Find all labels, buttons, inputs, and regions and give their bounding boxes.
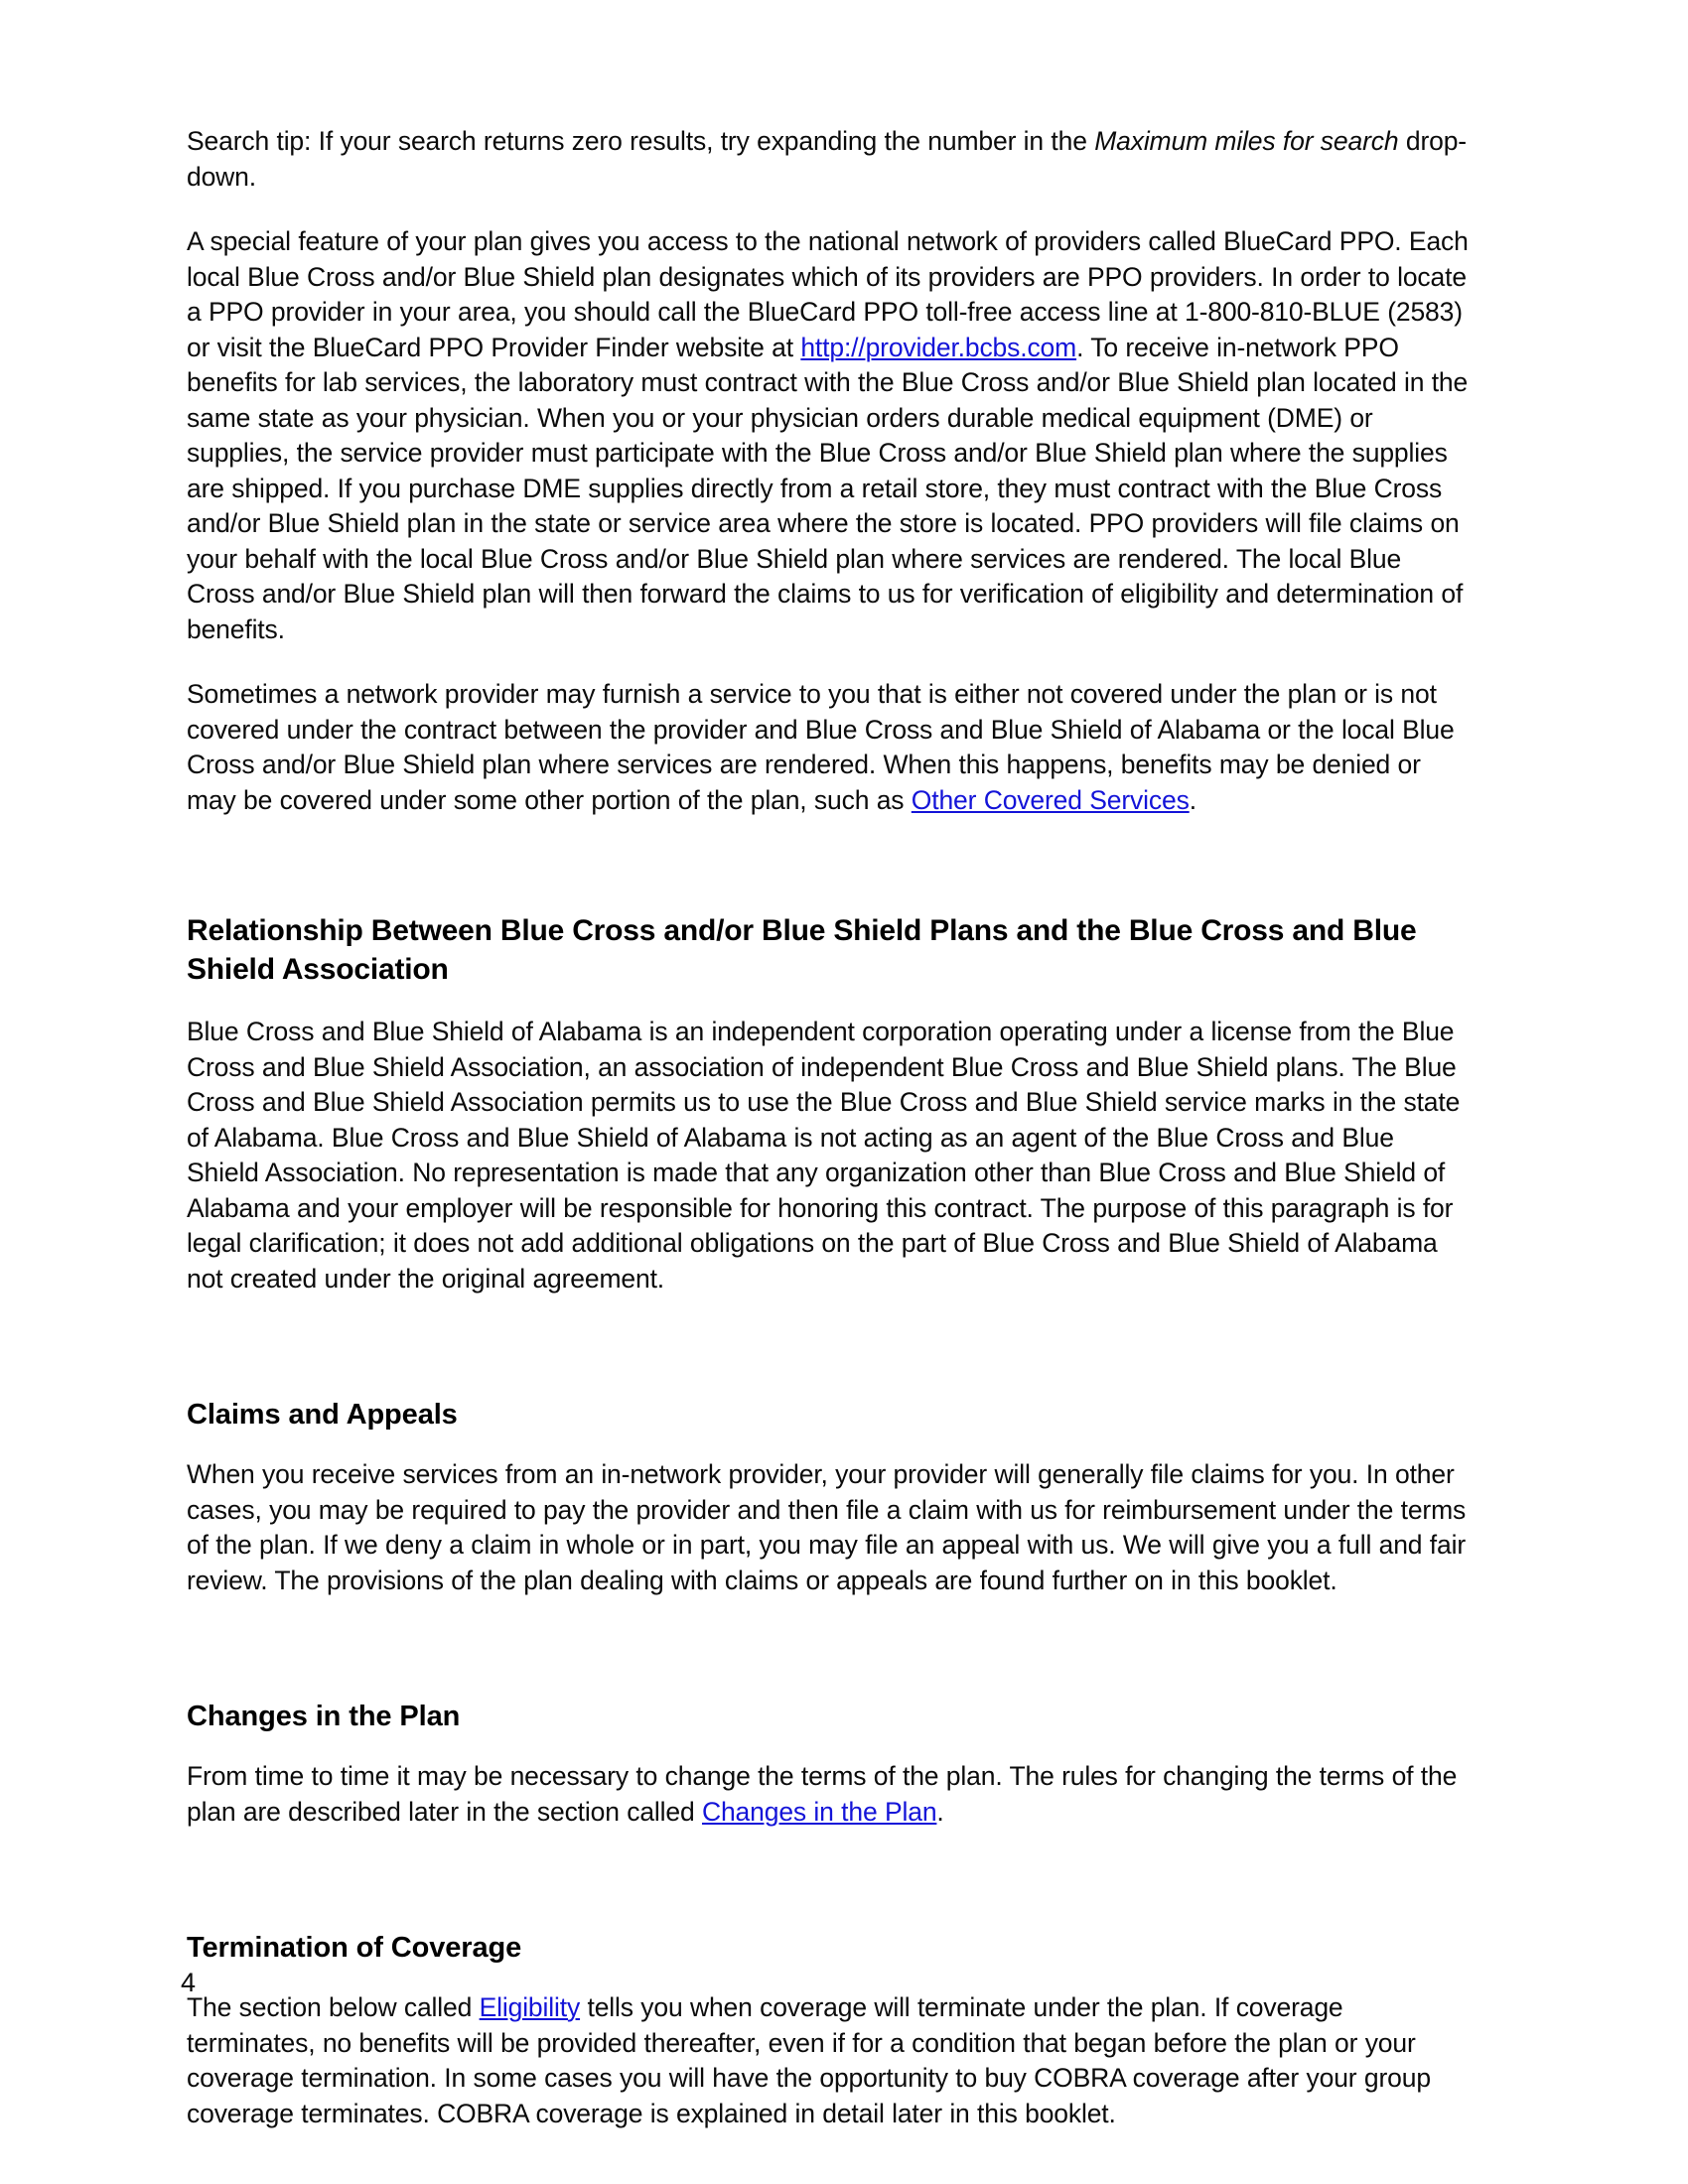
paragraph-changes-body (187, 1759, 1473, 1830)
changes-text-before-link: From time to time it may be necessary to change the terms of the plan. The rules for changing the terms of the plan are described later in the section called (187, 1761, 1458, 1827)
provider-bcbs-url-link[interactable]: http://provider.bcbs.com (800, 332, 1077, 362)
other-covered-services-link[interactable]: Other Covered Services (911, 784, 1190, 815)
spacer-before-relationship-heading (187, 848, 1473, 911)
heading-relationship: Relationship Between Blue Cross and/or Blue Shield Plans and the Blue Cross and Blue Shield Association (187, 914, 1417, 986)
spacer-before-claims-heading (187, 1326, 1473, 1396)
paragraph-relationship-body: Blue Cross and Blue Shield of Alabama is an independent corporation operating under a license from the Blue Cross and Blue Shield Association, an association of independent Blue Cross and Blue Shield plans. The Blue Cross and Blue Shield Association permits us to use the Blue Cross and Blue Shield service marks in the state of Alabama. Blue Cross and Blue Shield of Alabama is not acting as an agent of the Blue Cross and Blue Shield Association. No representation is made that any organization other than Blue Cross and Blue Shield of Alabama and your employer will be responsible for honoring this contract. The purpose of this paragraph is for legal clarification; it does not add additional obligations on the part of Blue Cross and Blue Shield of Alabama not created under the original agreement. (187, 1017, 1461, 1294)
paragraph-search-tip (187, 124, 1473, 195)
spacer-after-termination-heading (187, 1967, 1473, 1990)
heading-changes-in-the-plan: Changes in the Plan (187, 1701, 461, 1732)
paragraph-claims-body: When you receive services from an in-network provider, your provider will generally file claims for you. In other cases, you may be required to pay the provider and then file a claim with us for reimbursement under the terms of the plan. If we deny a claim in whole or in part, you may file an appeal with us. We will give you a full and fair review. The provisions of the plan dealing with claims or appeals are found further on in this booklet. (187, 1459, 1467, 1595)
heading-termination-of-coverage: Termination of Coverage (187, 1932, 522, 1964)
bluecard-text-after-link: . To receive in-network PPO benefits for lab services, the laboratory must contract with the Blue Cross and/or Blue Shield plan located in the same state as your physician. When you or your physician orders durable medical equipment (DME) or supplies, the service provider must participate with the Blue Cross and/or Blue Shield plan where the supplies are shipped. If you purchase DME supplies directly from a retail store, they must contract with the Blue Cross and/or Blue Shield plan in the state or service area where the store is located. PPO providers will file claims on your behalf with the local Blue Cross and/or Blue Shield plan where services are rendered. The local Blue Cross and/or Blue Shield plan will then forward the claims to us for verification of eligibility and determination of benefits. (187, 332, 1469, 644)
spacer-after-claims-heading (187, 1433, 1473, 1457)
bluecard-text-before-link: A special feature of your plan gives you access to the national network of providers called BlueCard PPO. Each local Blue Cross and/or Blue Shield plan designates which of its providers are PPO providers. In order to locate a PPO provider in your area, you should call the BlueCard PPO toll-free access line at 1-800-810-BLUE (2583) or visit the BlueCard PPO Provider Finder website at (187, 226, 1469, 362)
page-content (187, 124, 1473, 2161)
spacer-after-relationship-heading (187, 989, 1473, 1015)
search-tip-italic-term: Maximum miles for search (1094, 126, 1399, 156)
heading-claims-and-appeals: Claims and Appeals (187, 1399, 458, 1431)
changes-text-after-link: . (936, 1796, 944, 1827)
search-tip-lead: Search tip: If your search returns zero results, try expanding the number in the (187, 126, 1095, 156)
network-text-after-link: . (1189, 784, 1196, 815)
search-tip-tail: drop-down. (187, 126, 1467, 192)
termination-text-before-link: The section below called (187, 1992, 480, 2022)
paragraph-bluecard-ppo (187, 224, 1473, 647)
termination-text-after-link: tells you when coverage will terminate under the plan. If coverage terminates, no benefits will be provided thereafter, even if for a condition that began before the plan or your coverage termination. In some cases you will have the opportunity to buy COBRA coverage after your group coverage terminates. COBRA coverage is explained in detail later in this booklet. (187, 1992, 1431, 2128)
paragraph-network-provider (187, 677, 1473, 818)
eligibility-link[interactable]: Eligibility (479, 1992, 581, 2022)
network-text-before-link: Sometimes a network provider may furnish a service to you that is either not covered under the plan or is not covered under the contract between the provider and Blue Cross and Blue Shield of Alabama or the local Blue Cross and/or Blue Shield plan where services are rendered. When this happens, benefits may be denied or may be covered under some other portion of the plan, such as (187, 679, 1455, 815)
spacer-before-changes-heading (187, 1628, 1473, 1698)
spacer-after-changes-heading (187, 1735, 1473, 1759)
changes-in-the-plan-link[interactable]: Changes in the Plan (701, 1796, 937, 1827)
page-number: 4 (181, 1968, 197, 1997)
paragraph-termination-body (187, 1990, 1473, 2131)
spacer-before-termination-heading (187, 1859, 1473, 1929)
